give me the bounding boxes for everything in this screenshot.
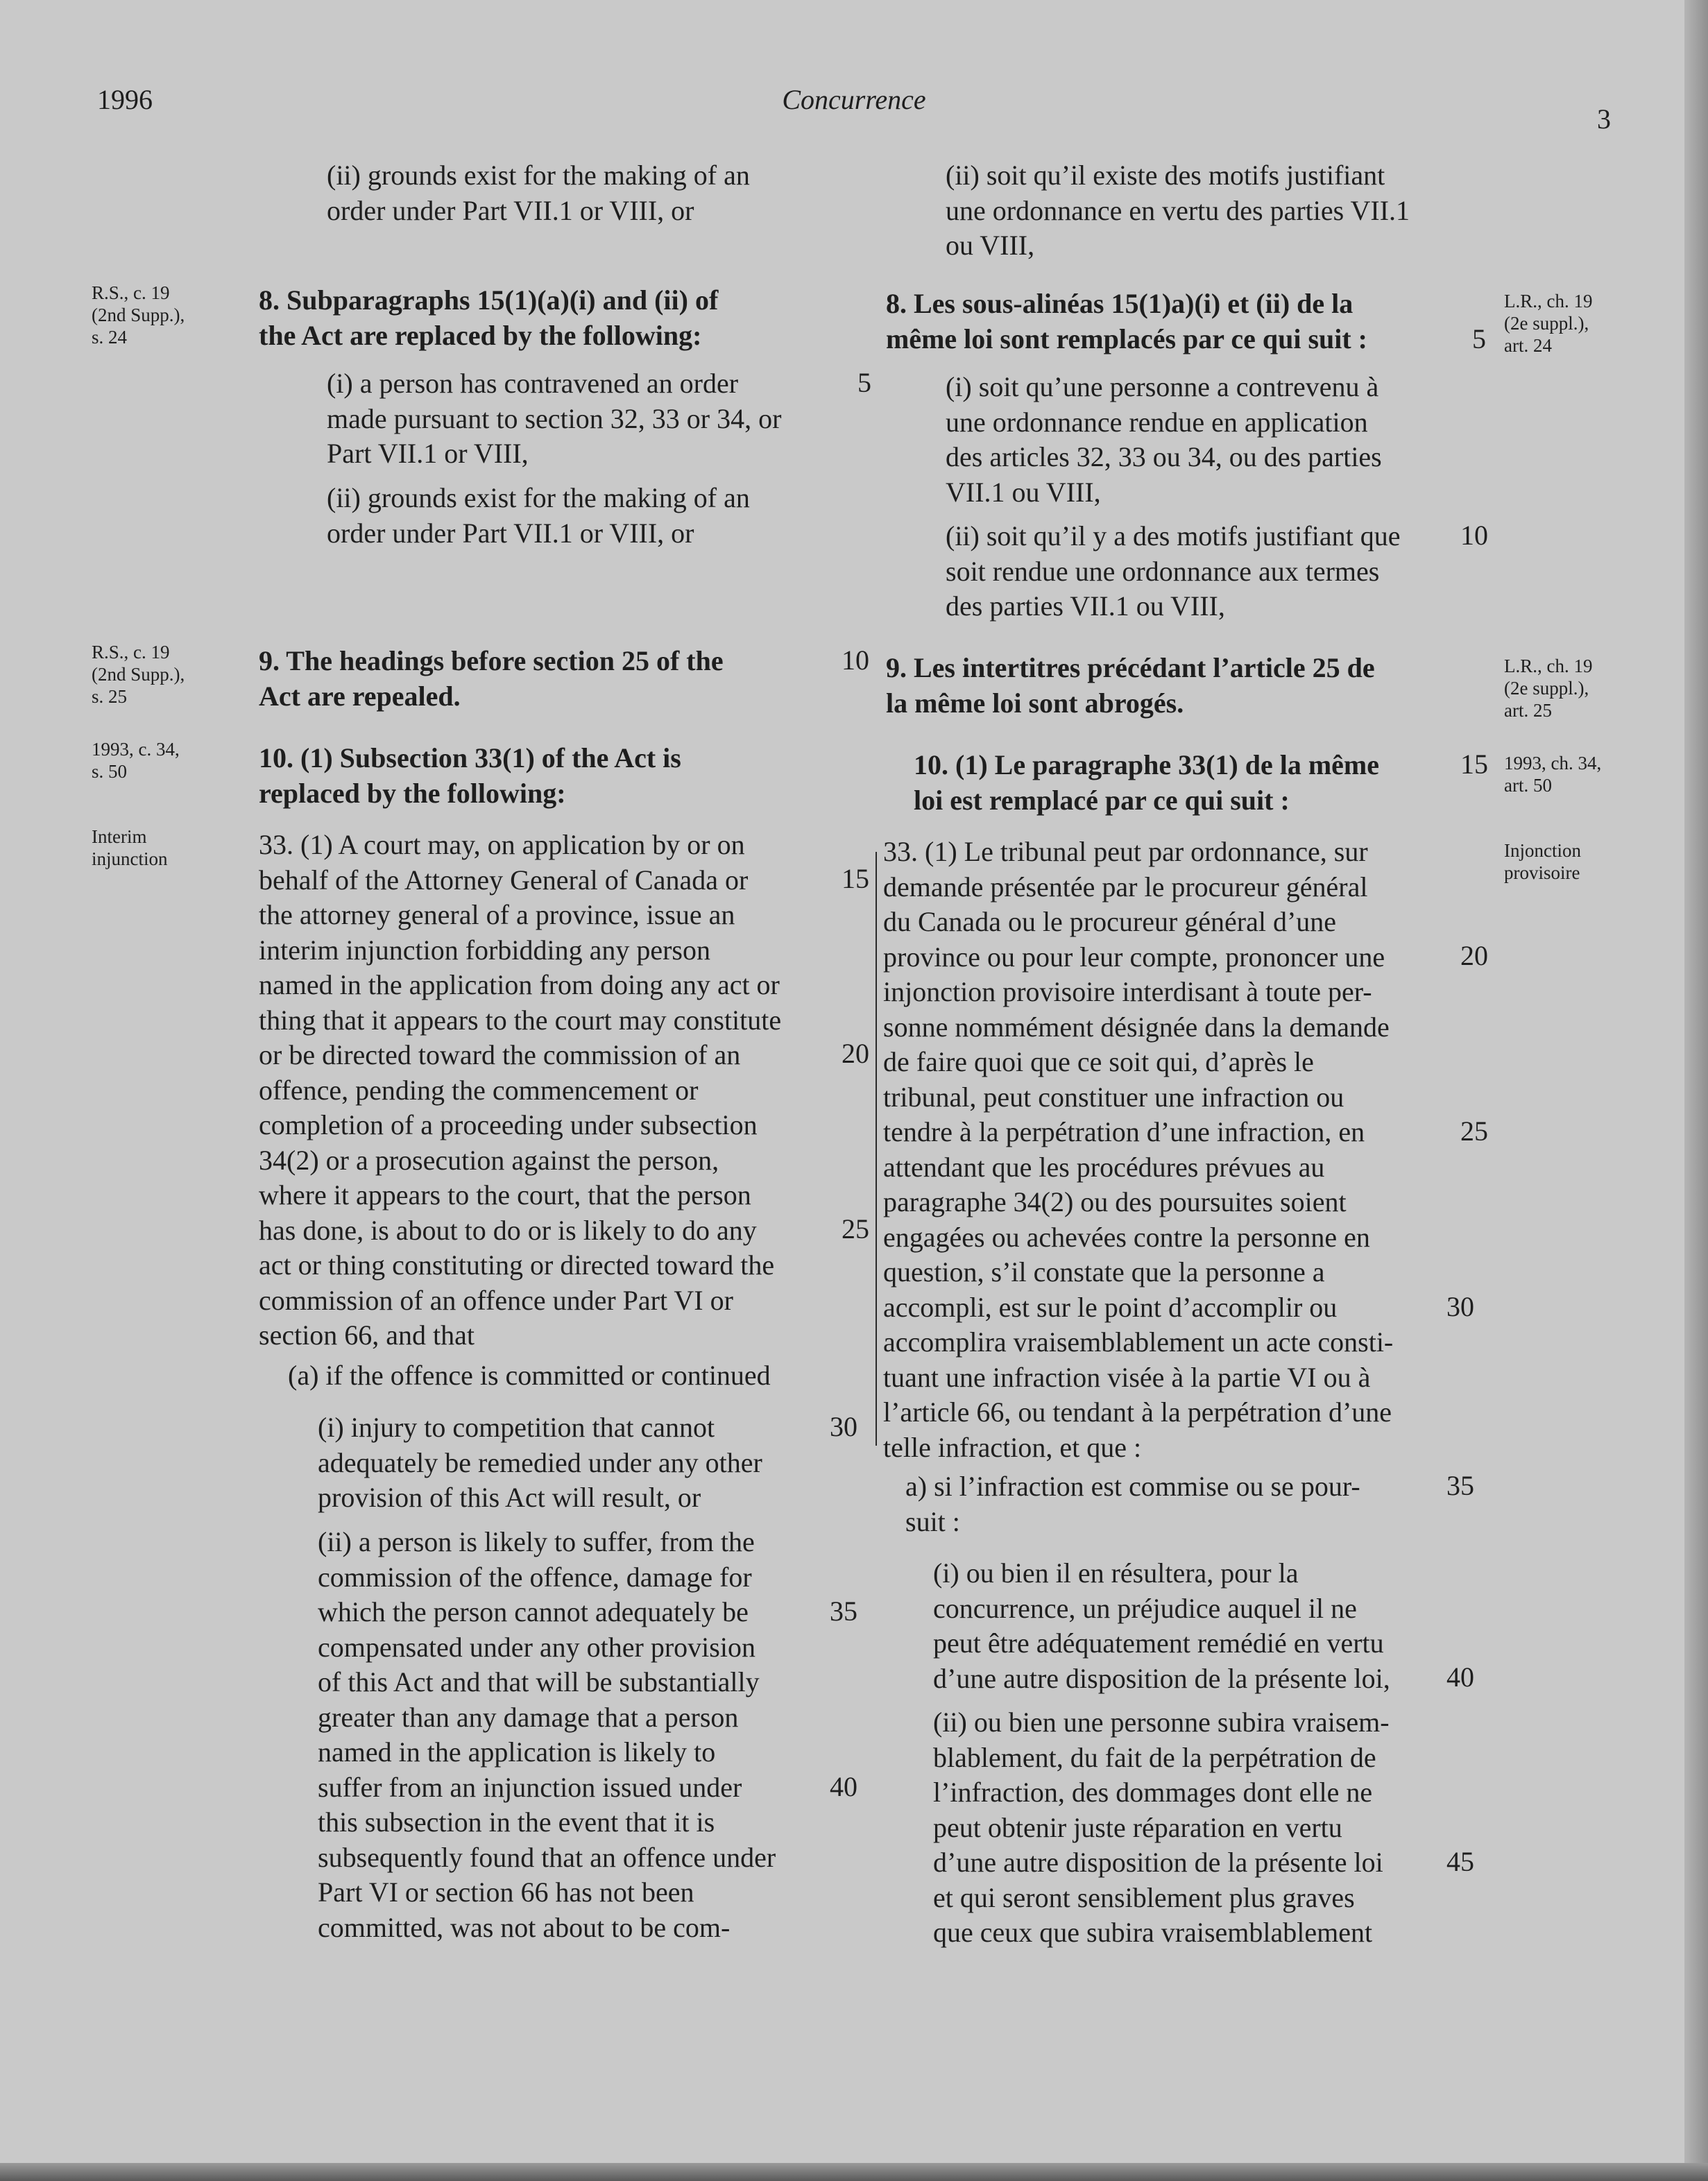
fr-block-1 xyxy=(946,158,1460,264)
text-line: 8. Les sous-alinéas 15(1)a)(i) et (ii) de la xyxy=(886,288,1353,319)
text-line: la même loi sont abrogés. xyxy=(886,687,1184,719)
text-line: 33. (1) Le tribunal peut par ordonnance, sur xyxy=(883,836,1368,867)
text-line: ou VIII, xyxy=(946,230,1035,261)
text-line: telle infraction, et que : xyxy=(883,1431,1142,1463)
text-line: or be directed toward the commission of an xyxy=(259,1039,741,1070)
en-paragraph-a xyxy=(288,1358,843,1394)
line-number: 10 xyxy=(1460,520,1488,551)
text-line: named in the application from doing any act or xyxy=(259,969,780,1000)
text-line: loi est remplacé par ce qui suit : xyxy=(914,784,1290,816)
margin-note-en-interim-injunction xyxy=(92,826,213,870)
text-line: provision of this Act will result, or xyxy=(318,1482,701,1513)
text-line: et qui seront sensiblement plus graves xyxy=(933,1881,1355,1913)
text-line: paragraphe 34(2) ou des poursuites soient xyxy=(883,1186,1347,1217)
margin-line: (2nd Supp.), xyxy=(92,305,185,325)
line-number: 5 xyxy=(1472,323,1486,354)
line-number: 30 xyxy=(1446,1291,1474,1322)
line-number: 15 xyxy=(842,863,869,894)
line-number: 40 xyxy=(830,1771,857,1802)
margin-note-en xyxy=(92,282,213,348)
text-line: section 66, and that xyxy=(259,1319,475,1351)
fr-section-33-body xyxy=(883,835,1460,1465)
margin-line: L.R., ch. 19 xyxy=(1504,291,1593,311)
line-number: 30 xyxy=(830,1411,857,1442)
text-line: (ii) a person is likely to suffer, from the xyxy=(318,1526,755,1557)
text-line: (i) a person has contravened an order xyxy=(327,368,739,399)
fr-paragraph-a-i xyxy=(933,1556,1460,1696)
margin-line: injunction xyxy=(92,848,168,869)
text-line: 8. Subparagraphs 15(1)(a)(i) and (ii) of xyxy=(259,284,719,316)
margin-line: Interim xyxy=(92,826,147,847)
line-number: 20 xyxy=(1460,940,1488,971)
en-section-8-i xyxy=(327,366,843,472)
line-number: 35 xyxy=(1446,1470,1474,1501)
text-line: (a) if the offence is committed or continued xyxy=(288,1360,771,1391)
text-line: tribunal, peut constituer une infraction ou xyxy=(883,1081,1344,1113)
margin-line: (2nd Supp.), xyxy=(92,664,185,685)
text-line: replaced by the following: xyxy=(259,777,566,809)
text-line: même loi sont remplacés par ce qui suit : xyxy=(886,323,1368,354)
line-number: 20 xyxy=(842,1038,869,1069)
text-line: interim injunction forbidding any person xyxy=(259,934,710,966)
text-line: une ordonnance en vertu des parties VII.1 xyxy=(946,194,1410,226)
fr-paragraph-a-ii xyxy=(933,1705,1460,1951)
text-line: greater than any damage that a person xyxy=(318,1701,739,1733)
text-line: 33. (1) A court may, on application by or on xyxy=(259,829,745,860)
header-title: Concurrence xyxy=(782,84,926,115)
text-line: (ii) soit qu’il existe des motifs justifiant xyxy=(946,160,1385,191)
text-line: suit : xyxy=(905,1505,960,1537)
text-line: a) si l’infraction est commise ou se pour- xyxy=(905,1471,1360,1502)
margin-line: R.S., c. 19 xyxy=(92,642,170,662)
text-line: 10. (1) Le paragraphe 33(1) de la même xyxy=(914,749,1379,780)
margin-line: s. 24 xyxy=(92,327,128,348)
text-line: de faire quoi que ce soit qui, d’après le xyxy=(883,1046,1314,1077)
margin-line: 1993, c. 34, xyxy=(92,739,180,760)
text-line: the Act are replaced by the following: xyxy=(259,319,702,351)
text-line: tendre à la perpétration d’une infraction, en xyxy=(883,1116,1365,1147)
fr-section-8-heading xyxy=(886,286,1460,357)
fr-section-10-heading xyxy=(914,748,1460,818)
text-line: (ii) ou bien une personne subira vraisem- xyxy=(933,1707,1390,1738)
text-line: 9. The headings before section 25 of the xyxy=(259,645,724,676)
text-line: province ou pour leur compte, prononcer une xyxy=(883,941,1385,973)
text-line: order under Part VII.1 or VIII, or xyxy=(327,194,694,226)
text-line: act or thing constituting or directed toward the xyxy=(259,1249,775,1281)
text-line: (ii) grounds exist for the making of an xyxy=(327,482,750,513)
margin-line: provisoire xyxy=(1504,862,1580,883)
text-line: Part VII.1 or VIII, xyxy=(327,438,529,469)
line-number: 40 xyxy=(1446,1661,1474,1693)
text-line: which the person cannot adequately be xyxy=(318,1596,749,1627)
text-line: suffer from an injunction issued under xyxy=(318,1771,742,1803)
text-line: une ordonnance rendue en application xyxy=(946,406,1368,438)
text-line: subsequently found that an offence under xyxy=(318,1841,776,1873)
text-line: made pursuant to section 32, 33 or 34, or xyxy=(327,402,782,434)
text-line: (i) soit qu’une personne a contrevenu à xyxy=(946,371,1379,402)
text-line: adequately be remedied under any other xyxy=(318,1446,762,1478)
margin-line: (2e suppl.), xyxy=(1504,678,1589,699)
line-number: 15 xyxy=(1460,749,1488,780)
text-line: soit rendue une ordonnance aux termes xyxy=(946,555,1380,587)
text-line: (i) ou bien il en résultera, pour la xyxy=(933,1557,1299,1589)
text-line: l’infraction, des dommages dont elle ne xyxy=(933,1777,1373,1808)
text-line: 10. (1) Subsection 33(1) of the Act is xyxy=(259,742,681,773)
bottom-edge-shadow xyxy=(0,2163,1708,2181)
text-line: 34(2) or a prosecution against the person, xyxy=(259,1144,719,1176)
text-line: thing that it appears to the court may constitute xyxy=(259,1004,782,1036)
fr-section-8-ii xyxy=(946,519,1460,624)
page-edge-shadow xyxy=(1684,0,1708,2181)
text-line: VII.1 ou VIII, xyxy=(946,476,1101,508)
en-section-8-heading xyxy=(259,283,842,353)
page-number: 3 xyxy=(1597,103,1611,135)
text-line: demande présentée par le procureur général xyxy=(883,871,1368,903)
margin-line: s. 25 xyxy=(92,686,128,707)
line-number: 45 xyxy=(1446,1846,1474,1877)
text-line: this subsection in the event that it is xyxy=(318,1806,715,1838)
line-number: 10 xyxy=(842,644,869,676)
text-line: tuant une infraction visée à la partie VI ou à xyxy=(883,1361,1371,1393)
text-line: where it appears to the court, that the person xyxy=(259,1179,751,1211)
margin-note-en xyxy=(92,641,213,708)
text-line: d’une autre disposition de la présente loi xyxy=(933,1847,1383,1878)
line-number: 35 xyxy=(830,1596,857,1627)
text-line: attendant que les procédures prévues au xyxy=(883,1151,1325,1183)
text-line: l’article 66, ou tendant à la perpétration d’une xyxy=(883,1396,1392,1428)
line-number: 25 xyxy=(1460,1115,1488,1147)
text-line: Part VI or section 66 has not been xyxy=(318,1876,694,1908)
margin-line: (2e suppl.), xyxy=(1504,313,1589,334)
margin-line: L.R., ch. 19 xyxy=(1504,656,1593,676)
text-line: of this Act and that will be substantially xyxy=(318,1666,760,1697)
text-line: accomplira vraisemblablement un acte consti- xyxy=(883,1326,1394,1358)
margin-note-fr xyxy=(1504,290,1622,357)
text-line: the attorney general of a province, issue an xyxy=(259,899,735,930)
fr-paragraph-a xyxy=(905,1469,1460,1539)
text-line: has done, is about to do or is likely to do any xyxy=(259,1214,757,1246)
text-line: blablement, du fait de la perpétration de xyxy=(933,1741,1376,1773)
line-number: 25 xyxy=(842,1213,869,1245)
text-line: Act are repealed. xyxy=(259,680,461,712)
text-line: des articles 32, 33 ou 34, ou des parties xyxy=(946,441,1382,472)
fr-section-8-i xyxy=(946,370,1460,510)
text-line: que ceux que subira vraisemblablement xyxy=(933,1917,1373,1948)
text-line: 9. Les intertitres précédant l’article 25 de xyxy=(886,652,1375,683)
text-line: completion of a proceeding under subsection xyxy=(259,1109,758,1140)
text-line: (ii) grounds exist for the making of an xyxy=(327,160,750,191)
margin-line: art. 50 xyxy=(1504,775,1552,796)
text-line: engagées ou achevées contre la personne en xyxy=(883,1221,1370,1253)
header-year: 1996 xyxy=(97,84,153,115)
margin-line: s. 50 xyxy=(92,761,128,782)
text-line: behalf of the Attorney General of Canada or xyxy=(259,864,749,896)
text-line: question, s’il constate que la personne a xyxy=(883,1256,1325,1288)
margin-note-fr-injonction-provisoire xyxy=(1504,839,1622,884)
text-line: committed, was not about to be com- xyxy=(318,1911,731,1943)
en-block-1 xyxy=(327,158,750,228)
text-line: compensated under any other provision xyxy=(318,1631,755,1663)
margin-note-fr xyxy=(1504,752,1622,796)
text-line: injonction provisoire interdisant à toute per- xyxy=(883,976,1372,1007)
text-line: (i) injury to competition that cannot xyxy=(318,1412,715,1443)
margin-line: art. 24 xyxy=(1504,335,1552,356)
margin-line: art. 25 xyxy=(1504,700,1552,721)
en-section-9-heading xyxy=(259,644,842,714)
text-line: des parties VII.1 ou VIII, xyxy=(946,590,1225,622)
text-line: peut obtenir juste réparation en vertu xyxy=(933,1811,1342,1843)
text-line: accompli, est sur le point d’accomplir ou xyxy=(883,1291,1338,1323)
text-line: order under Part VII.1 or VIII, or xyxy=(327,517,694,549)
text-line: d’une autre disposition de la présente loi, xyxy=(933,1662,1390,1694)
text-line: offence, pending the commencement or xyxy=(259,1074,699,1106)
margin-line: 1993, ch. 34, xyxy=(1504,753,1602,773)
en-section-10-heading xyxy=(259,741,835,811)
text-line: du Canada ou le procureur général d’une xyxy=(883,906,1337,937)
text-line: peut être adéquatement remédié en vertu xyxy=(933,1627,1384,1659)
en-paragraph-a-ii xyxy=(318,1525,836,1945)
text-line: concurrence, un préjudice auquel il ne xyxy=(933,1592,1357,1624)
en-section-8-ii xyxy=(327,481,843,551)
text-line: (ii) soit qu’il y a des motifs justifiant que xyxy=(946,520,1401,551)
en-section-33-body xyxy=(259,828,835,1353)
text-line: commission of an offence under Part VI or xyxy=(259,1284,733,1316)
line-number: 5 xyxy=(857,367,871,398)
en-paragraph-a-i xyxy=(318,1410,836,1516)
margin-note-fr xyxy=(1504,655,1622,721)
margin-note-en xyxy=(92,738,213,782)
fr-section-9-heading xyxy=(886,651,1460,721)
column-divider xyxy=(876,852,877,1446)
text-line: named in the application is likely to xyxy=(318,1736,716,1768)
text-line: sonne nommément désignée dans la demande xyxy=(883,1011,1390,1043)
margin-line: R.S., c. 19 xyxy=(92,282,170,303)
margin-line: Injonction xyxy=(1504,840,1581,861)
text-line: commission of the offence, damage for xyxy=(318,1561,752,1593)
